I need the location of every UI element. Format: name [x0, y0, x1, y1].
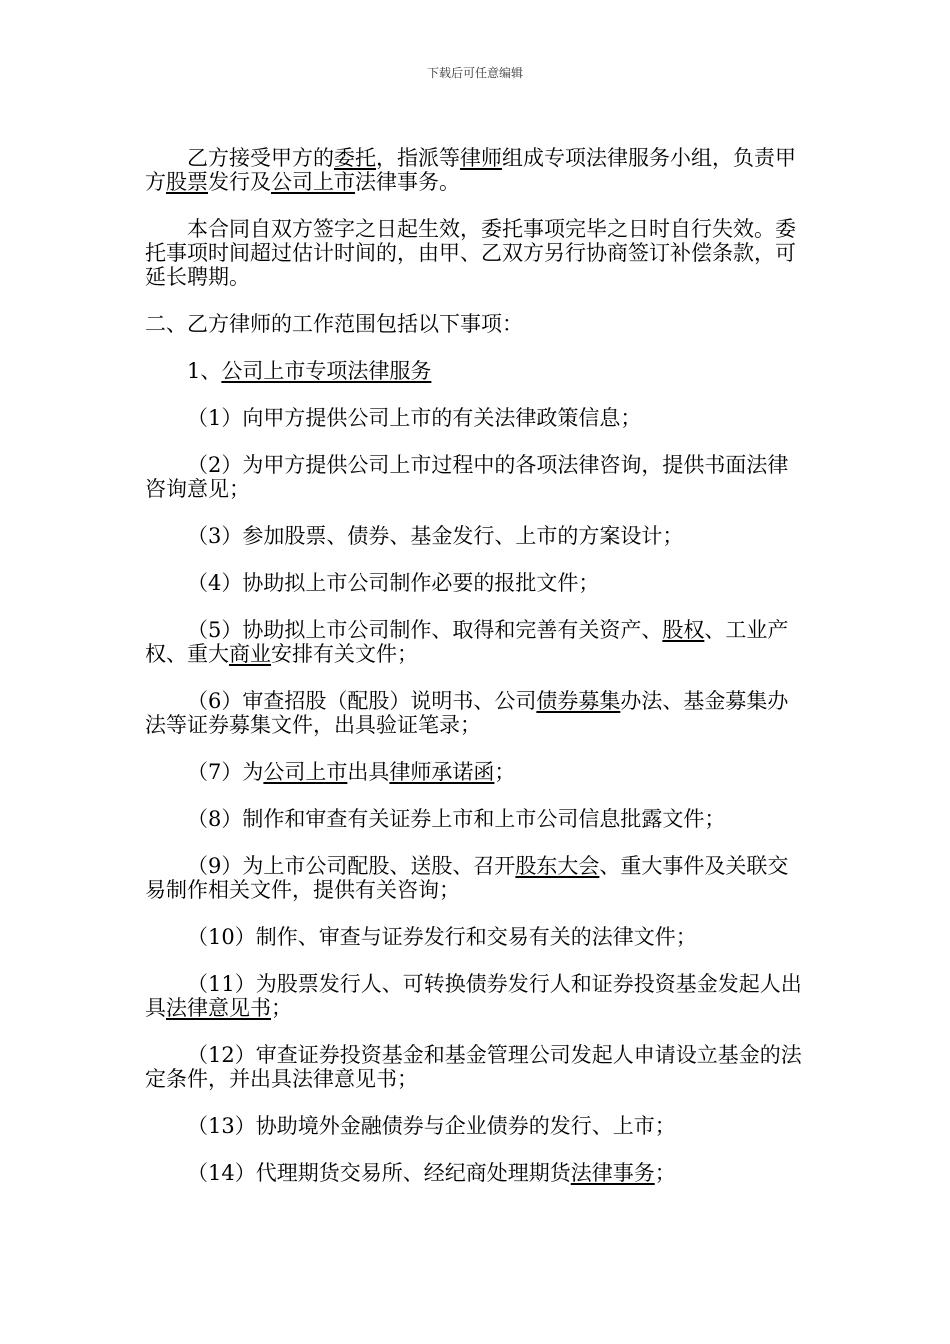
paragraph: [145, 217, 805, 289]
page-header: 下载后可任意编辑: [426, 66, 523, 80]
text-run: 1、: [187, 359, 222, 383]
text-run: 组成专项法律服务小组，负责甲方: [145, 146, 796, 194]
paragraph: [145, 689, 805, 737]
paragraph: [145, 571, 805, 595]
text-run: （7）为: [187, 760, 264, 784]
underlined-term: 公司上市: [271, 170, 355, 194]
text-run: （13）协助境外金融债券与企业债券的发行、上市；: [187, 1114, 676, 1138]
paragraph: [145, 807, 805, 831]
text-run: 出具: [347, 760, 390, 784]
text-run: （9）为上市公司配股、送股、召开: [187, 854, 516, 878]
text-run: 法律事务。: [355, 170, 460, 194]
text-run: （14）代理期货交易所、经纪商处理期货: [187, 1161, 571, 1185]
underlined-term: 法律事务: [570, 1161, 655, 1185]
paragraph: [145, 760, 805, 784]
text-run: 、重大事件及关联交易制作相关文件，提供有关咨询；: [145, 854, 789, 902]
text-run: ；: [271, 996, 292, 1020]
paragraph: [145, 524, 805, 548]
paragraph: [145, 146, 805, 194]
paragraph: [145, 854, 805, 902]
underlined-term: 商业: [229, 642, 271, 666]
text-run: ；: [654, 1161, 676, 1185]
underlined-term: 股权: [662, 618, 705, 642]
text-run: （10）制作、审查与证券发行和交易有关的法律文件；: [187, 925, 697, 949]
paragraph: [145, 618, 805, 666]
paragraph: [145, 406, 805, 430]
text-run: ，指派等: [376, 146, 460, 170]
text-run: 发行及: [208, 170, 271, 194]
document-body: [145, 123, 805, 1185]
underlined-term: 律师: [460, 146, 502, 170]
paragraph: [145, 359, 805, 383]
text-run: 办法、基金募集办法等证券募集文件，出具验证笔录；: [145, 689, 789, 737]
text-run: （2）为甲方提供公司上市过程中的各项法律咨询，提供书面法律咨询意见；: [145, 453, 789, 501]
paragraph: [145, 972, 805, 1020]
text-run: 本合同自双方签字之日起生效，委托事项完毕之日时自行失效。委托事项时间超过估计时间的，由甲、乙双方另行协商签订补偿条款，可延长聘期。: [145, 217, 796, 289]
paragraph: [145, 925, 805, 949]
text-run: （6）审查招股（配股）说明书、公司: [187, 689, 537, 713]
underlined-term: 股票: [166, 170, 208, 194]
text-run: 、工业产权、重大: [145, 618, 789, 666]
text-run: 安排有关文件；: [271, 642, 418, 666]
underlined-term: 股东大会: [515, 854, 600, 878]
text-run: 二、乙方律师的工作范围包括以下事项：: [145, 312, 523, 336]
paragraph: [145, 453, 805, 501]
underlined-term: 公司上市专项法律服务: [221, 359, 432, 383]
paragraph: [145, 1043, 805, 1091]
underlined-term: 委托: [334, 146, 376, 170]
text-run: ；: [494, 760, 516, 784]
underlined-term: 债券募集: [536, 689, 621, 713]
text-run: （12）审查证券投资基金和基金管理公司发起人申请设立基金的法定条件，并出具法律意见书；: [145, 1043, 802, 1091]
underlined-term: 公司上市: [263, 760, 348, 784]
paragraph: [145, 1114, 805, 1138]
text-run: （8）制作和审查有关证券上市和上市公司信息批露文件；: [187, 807, 726, 831]
text-run: （4）协助拟上市公司制作必要的报批文件；: [187, 571, 600, 595]
text-run: 乙方接受甲方的: [187, 146, 334, 170]
text-run: （3）参加股票、债券、基金发行、上市的方案设计；: [187, 524, 684, 548]
paragraph: [145, 1161, 805, 1185]
text-run: （5）协助拟上市公司制作、取得和完善有关资产、: [187, 618, 663, 642]
underlined-term: 律师承诺函: [389, 760, 495, 784]
text-run: （11）为股票发行人、可转换债券发行人和证券投资基金发起人出具: [145, 972, 802, 1020]
paragraph: [145, 312, 805, 336]
underlined-term: 法律意见书: [166, 996, 271, 1020]
text-run: （1）向甲方提供公司上市的有关法律政策信息；: [187, 406, 642, 430]
